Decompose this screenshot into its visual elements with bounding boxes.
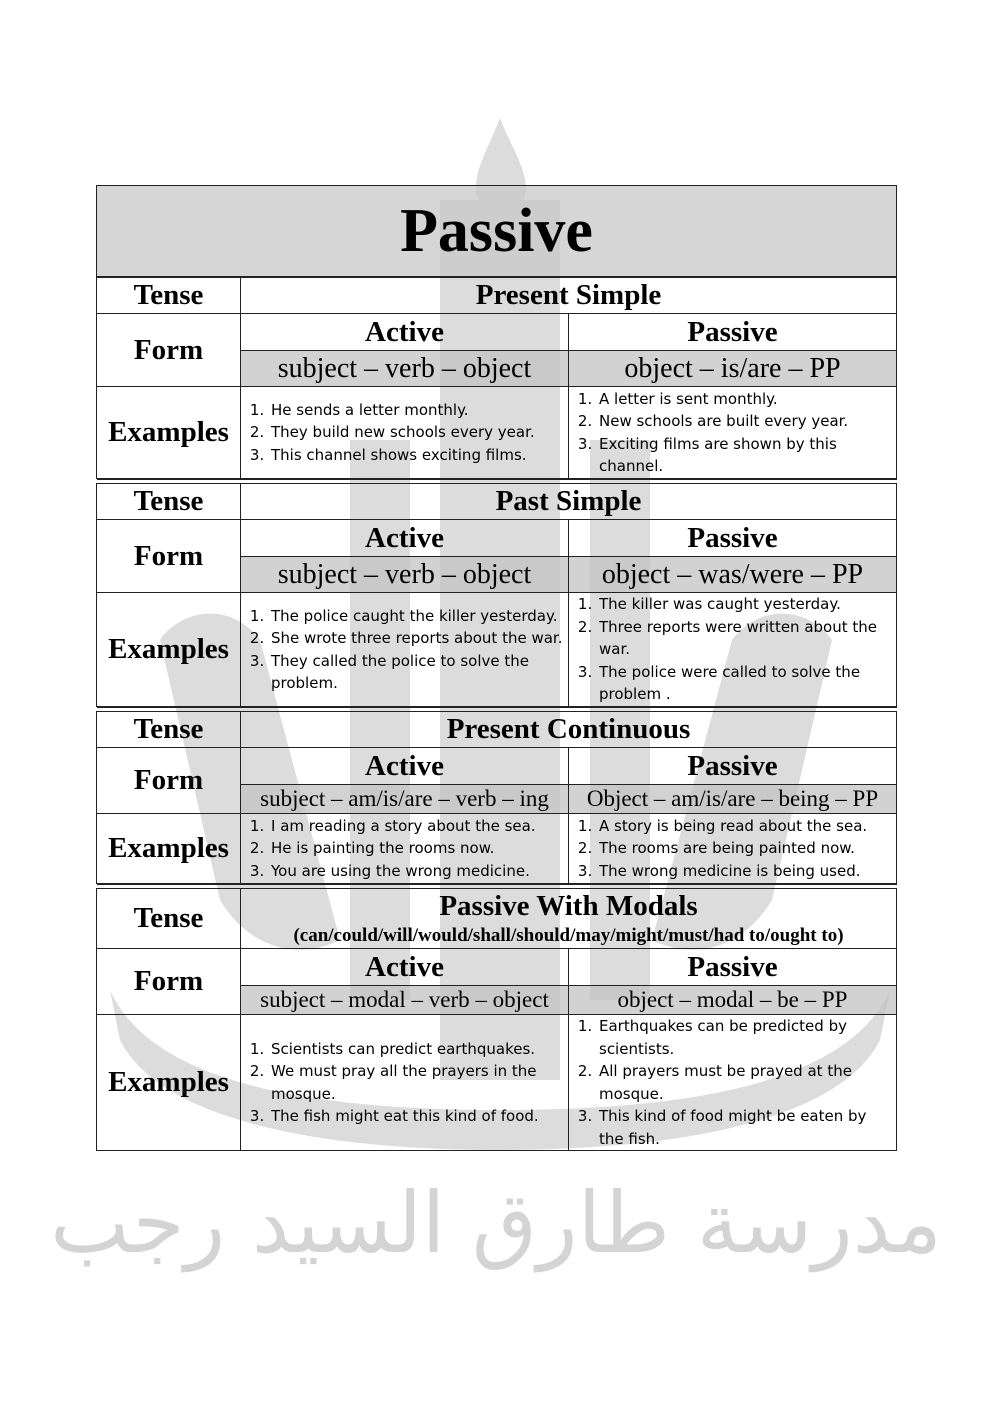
watermark-text: مدرسة طارق السيد رجب xyxy=(50,1174,942,1272)
examples-label: Examples xyxy=(97,593,241,707)
example-item: 3. This kind of food might be eaten by the fish. xyxy=(597,1105,892,1150)
tense-section xyxy=(96,884,897,1151)
example-item: 2. We must pray all the prayers in the mosque. xyxy=(269,1060,564,1105)
example-item: 2. He is painting the rooms now. xyxy=(269,837,564,860)
example-item: 1. The police caught the killer yesterday. xyxy=(269,605,564,628)
tense-label: Tense xyxy=(97,484,241,520)
example-item: 2. The rooms are being painted now. xyxy=(597,837,892,860)
active-examples xyxy=(241,1015,569,1151)
examples-label: Examples xyxy=(97,387,241,479)
example-item: 1. He sends a letter monthly. xyxy=(269,399,564,422)
passive-examples xyxy=(569,593,897,707)
example-item: 1. The killer was caught yesterday. xyxy=(597,593,892,616)
active-header: Active xyxy=(241,520,569,557)
tense-label: Tense xyxy=(97,278,241,314)
tense-cell xyxy=(241,484,897,520)
active-form: subject – verb – object xyxy=(241,351,569,387)
tense-cell xyxy=(241,889,897,949)
tense-label: Tense xyxy=(97,889,241,949)
page-title: Passive xyxy=(97,186,897,277)
example-item: 3. The wrong medicine is being used. xyxy=(597,860,892,883)
example-item: 2. Three reports were written about the war. xyxy=(597,616,892,661)
tense-cell xyxy=(241,712,897,748)
tense-section xyxy=(96,479,897,707)
active-form: subject – verb – object xyxy=(241,557,569,593)
passive-table xyxy=(96,185,897,277)
passive-form: object – modal – be – PP xyxy=(569,986,897,1015)
example-item: 3. You are using the wrong medicine. xyxy=(269,860,564,883)
form-label: Form xyxy=(97,748,241,814)
tense-section xyxy=(96,707,897,884)
tense-name: Present Simple xyxy=(475,279,662,311)
passive-form: object – was/were – PP xyxy=(569,557,897,593)
example-item: 3. The police were called to solve the problem . xyxy=(597,661,892,706)
examples-label: Examples xyxy=(97,814,241,884)
active-header: Active xyxy=(241,314,569,351)
example-item: 2. She wrote three reports about the war. xyxy=(269,627,564,650)
passive-form: object – is/are – PP xyxy=(569,351,897,387)
examples-label: Examples xyxy=(97,1015,241,1151)
example-item: 1. I am reading a story about the sea. xyxy=(269,815,564,838)
form-label: Form xyxy=(97,520,241,593)
passive-examples xyxy=(569,1015,897,1151)
tense-cell xyxy=(241,278,897,314)
form-label: Form xyxy=(97,314,241,387)
active-form: subject – modal – verb – object xyxy=(241,986,569,1015)
tense-name: Present Continuous xyxy=(446,713,691,745)
active-form: subject – am/is/are – verb – ing xyxy=(241,785,569,814)
passive-header: Passive xyxy=(569,314,897,351)
example-item: 1. Scientists can predict earthquakes. xyxy=(269,1038,564,1061)
example-item: 1. A story is being read about the sea. xyxy=(597,815,892,838)
active-header: Active xyxy=(241,949,569,986)
example-item: 3. This channel shows exciting films. xyxy=(269,444,564,467)
modals-list: (can/could/will/would/shall/should/may/might/must/had to/ought to) xyxy=(293,925,844,946)
tense-name: Past Simple xyxy=(495,485,642,517)
passive-header: Passive xyxy=(569,748,897,785)
passive-header: Passive xyxy=(569,520,897,557)
tense-label: Tense xyxy=(97,712,241,748)
passive-examples xyxy=(569,814,897,884)
passive-form: Object – am/is/are – being – PP xyxy=(569,785,897,814)
example-item: 3. Exciting films are shown by this channel. xyxy=(597,433,892,478)
passive-examples xyxy=(569,387,897,479)
form-label: Form xyxy=(97,949,241,1015)
example-item: 2. All prayers must be prayed at the mosque. xyxy=(597,1060,892,1105)
example-item: 1. Earthquakes can be predicted by scientists. xyxy=(597,1015,892,1060)
passive-table-sheet xyxy=(96,185,896,1151)
example-item: 2. New schools are built every year. xyxy=(597,410,892,433)
tense-name: Passive With Modals xyxy=(439,890,698,922)
tense-section xyxy=(96,277,897,479)
active-examples xyxy=(241,387,569,479)
active-examples xyxy=(241,593,569,707)
example-item: 1. A letter is sent monthly. xyxy=(597,388,892,411)
active-examples xyxy=(241,814,569,884)
active-header: Active xyxy=(241,748,569,785)
example-item: 3. The fish might eat this kind of food. xyxy=(269,1105,564,1128)
example-item: 2. They build new schools every year. xyxy=(269,421,564,444)
example-item: 3. They called the police to solve the problem. xyxy=(269,650,564,695)
passive-header: Passive xyxy=(569,949,897,986)
